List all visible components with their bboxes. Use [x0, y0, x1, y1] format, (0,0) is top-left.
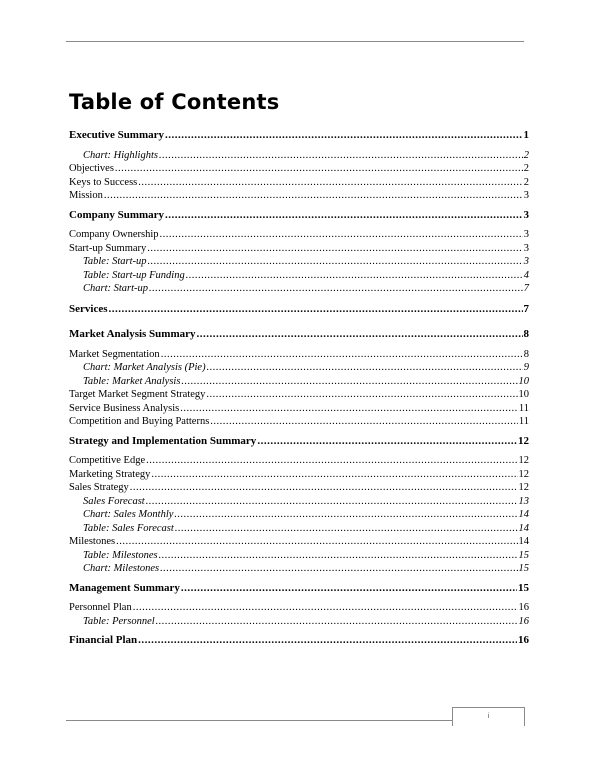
toc-entry-label: Chart: Sales Monthly: [83, 509, 174, 520]
dot-leader: [161, 348, 523, 362]
toc-entry-page: 4: [523, 269, 529, 281]
toc-entry[interactable]: [69, 601, 529, 615]
dot-leader: [186, 269, 523, 283]
toc-entry[interactable]: [69, 269, 529, 283]
toc-entry-page: 2: [523, 163, 529, 174]
toc-entry[interactable]: [69, 562, 529, 576]
toc-entry[interactable]: [69, 435, 529, 449]
toc-entry-page: 2: [523, 176, 529, 188]
dot-leader: [116, 535, 517, 549]
toc-entry-label: Competition and Buying Patterns: [69, 416, 210, 427]
toc-entry-page: 8: [523, 348, 529, 360]
dot-leader: [156, 615, 518, 629]
toc-entry[interactable]: [69, 415, 529, 429]
toc-entry-page: 12: [518, 468, 529, 480]
toc-entry-page: 14: [518, 522, 529, 534]
dot-leader: [146, 495, 518, 509]
toc-entry[interactable]: [69, 162, 529, 176]
dot-leader: [165, 209, 522, 223]
dot-leader: [257, 435, 517, 449]
toc-entry-page: 12: [518, 455, 529, 466]
toc-entry-label: Table: Personnel: [83, 615, 155, 627]
dot-leader: [175, 522, 518, 536]
toc-entry-page: 11: [518, 416, 529, 427]
toc-entry[interactable]: [69, 535, 529, 549]
dot-leader: [146, 454, 517, 468]
toc-entry[interactable]: [69, 388, 529, 402]
toc-entry-label: Market Analysis Summary: [69, 328, 196, 340]
toc-entry-label: Company Summary: [69, 208, 165, 221]
dot-leader: [206, 388, 517, 402]
toc-entry-label: Target Market Segment Strategy: [69, 389, 206, 400]
toc-entry-page: 16: [518, 634, 529, 646]
toc-entry-label: Sales Forecast: [83, 495, 145, 507]
toc-entry-label: Chart: Milestones: [83, 563, 160, 574]
dot-leader: [207, 361, 523, 375]
page-number-box: [452, 707, 525, 726]
toc-entry-label: Market Segmentation: [69, 348, 160, 360]
toc-entry-page: 1: [523, 129, 529, 141]
dot-leader: [115, 162, 523, 176]
toc-entry[interactable]: [69, 129, 529, 143]
toc-entry-page: 11: [518, 402, 529, 414]
toc-entry[interactable]: [69, 149, 529, 163]
toc-entry[interactable]: [69, 634, 529, 648]
dot-leader: [174, 508, 517, 522]
toc-entry-label: Keys to Success: [69, 176, 138, 188]
toc-entry-label: Table: Start-up: [83, 256, 147, 267]
toc-entry[interactable]: [69, 468, 529, 482]
toc-entry-label: Table: Sales Forecast: [83, 522, 174, 534]
toc-entry-label: Table: Milestones: [83, 549, 158, 561]
dot-leader: [197, 328, 523, 342]
toc-entry-label: Personnel Plan: [69, 602, 132, 613]
toc-entry[interactable]: [69, 242, 529, 256]
dot-leader: [159, 149, 523, 163]
toc-entry-page: 3: [523, 229, 529, 240]
toc-entry[interactable]: [69, 361, 529, 375]
toc-entry[interactable]: [69, 481, 529, 495]
toc-entry-page: 16: [518, 615, 529, 627]
toc-entry-label: Strategy and Implementation Summary: [69, 434, 257, 447]
toc-entry-label: Executive Summary: [69, 129, 165, 141]
toc-entry-label: Table: Market Analysis: [83, 375, 181, 387]
toc-entry-page: 10: [518, 389, 529, 400]
toc-entry-label: Mission: [69, 190, 103, 201]
toc-entry-label: Sales Strategy: [69, 482, 129, 493]
toc-entry-page: 2: [523, 149, 529, 161]
table-of-contents: [69, 129, 529, 648]
toc-entry-label: Competitive Edge: [69, 455, 146, 466]
dot-leader: [148, 255, 523, 269]
dot-leader: [210, 415, 518, 429]
footer-rule: [66, 720, 452, 721]
toc-entry-page: 7: [523, 302, 529, 315]
toc-entry-page: 15: [518, 549, 529, 561]
dot-leader: [149, 282, 523, 296]
toc-entry-page: 3: [523, 208, 529, 221]
dot-leader: [147, 242, 522, 256]
toc-entry-label: Financial Plan: [69, 634, 138, 646]
toc-entry[interactable]: [69, 615, 529, 629]
toc-entry-page: 3: [523, 242, 529, 254]
toc-entry-label: Chart: Market Analysis (Pie): [83, 362, 206, 373]
dot-leader: [138, 634, 517, 648]
toc-entry-label: Start-up Summary: [69, 242, 147, 254]
toc-entry[interactable]: [69, 209, 529, 223]
page-number: i: [487, 713, 490, 720]
toc-entry-page: 14: [518, 509, 529, 520]
toc-entry[interactable]: [69, 282, 529, 296]
toc-entry-page: 3: [523, 256, 529, 267]
header-rule: [66, 41, 524, 42]
toc-entry-page: 16: [518, 602, 529, 613]
toc-entry[interactable]: [69, 375, 529, 389]
dot-leader: [160, 228, 523, 242]
toc-entry[interactable]: [69, 522, 529, 536]
toc-entry-label: Company Ownership: [69, 229, 159, 240]
toc-entry[interactable]: [69, 189, 529, 203]
dot-leader: [151, 468, 517, 482]
dot-leader: [181, 582, 517, 596]
toc-entry-page: 12: [518, 482, 529, 493]
toc-entry-page: 12: [518, 434, 529, 447]
toc-entry-label: Chart: Highlights: [83, 149, 158, 161]
toc-entry[interactable]: [69, 549, 529, 563]
toc-entry[interactable]: [69, 454, 529, 468]
toc-entry-page: 8: [523, 328, 529, 340]
dot-leader: [165, 129, 522, 143]
dot-leader: [133, 601, 518, 615]
toc-entry-page: 3: [523, 190, 529, 201]
dot-leader: [104, 189, 523, 203]
toc-entry-page: 7: [523, 283, 529, 294]
toc-entry-page: 10: [518, 375, 529, 387]
toc-entry-label: Services: [69, 302, 108, 315]
toc-entry-label: Chart: Start-up: [83, 283, 149, 294]
dot-leader: [130, 481, 518, 495]
dot-leader: [181, 375, 517, 389]
toc-entry[interactable]: [69, 303, 529, 317]
toc-entry[interactable]: [69, 582, 529, 596]
toc-entry-label: Objectives: [69, 163, 114, 174]
toc-entry[interactable]: [69, 328, 529, 342]
dot-leader: [160, 562, 517, 576]
dot-leader: [159, 549, 518, 563]
toc-entry-label: Table: Start-up Funding: [83, 269, 185, 281]
toc-entry-page: 15: [518, 581, 529, 594]
page-title: Table of Contents: [69, 90, 280, 114]
dot-leader: [180, 402, 518, 416]
toc-entry[interactable]: [69, 495, 529, 509]
toc-entry-label: Milestones: [69, 536, 116, 547]
toc-entry[interactable]: [69, 348, 529, 362]
toc-entry[interactable]: [69, 255, 529, 269]
toc-entry[interactable]: [69, 402, 529, 416]
toc-entry-page: 15: [518, 563, 529, 574]
toc-entry-page: 14: [518, 536, 529, 547]
toc-entry[interactable]: [69, 228, 529, 242]
toc-entry-label: Service Business Analysis: [69, 402, 180, 414]
toc-entry-page: 9: [523, 362, 529, 373]
dot-leader: [108, 303, 522, 317]
toc-entry-label: Management Summary: [69, 581, 180, 594]
toc-entry[interactable]: [69, 176, 529, 190]
dot-leader: [138, 176, 523, 190]
toc-entry-page: 13: [518, 495, 529, 507]
toc-entry[interactable]: [69, 508, 529, 522]
toc-entry-label: Marketing Strategy: [69, 468, 151, 480]
